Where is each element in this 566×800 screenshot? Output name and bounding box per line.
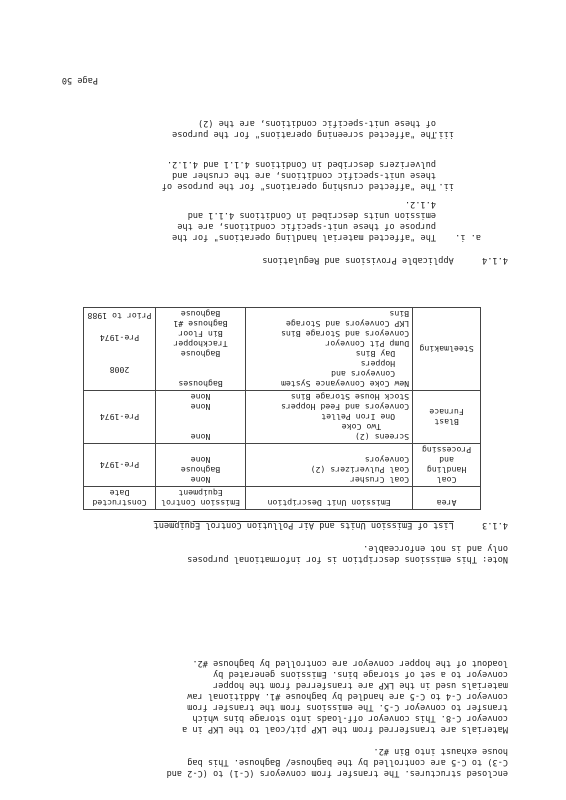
description-cell: Screens (2) Two Coke One Iron Pellet Conveyors and Feed Hoppers Stock House Storage Bins bbox=[246, 391, 413, 444]
control-cell: None Baghouse None bbox=[156, 444, 246, 487]
note-paragraph bbox=[38, 542, 508, 564]
text-line: loadout of the hopper conveyor are controlled by baghouse #2. bbox=[192, 658, 508, 668]
control-cell: Baghouses Baghouse Trackhopper Bin Floor Baghouse #1 Baghouse bbox=[156, 308, 246, 391]
table-header-row bbox=[84, 487, 481, 510]
area-cell: Blast Furnace bbox=[413, 391, 481, 444]
header-area: Area bbox=[413, 487, 481, 510]
control-cell: None None None bbox=[156, 391, 246, 444]
intro-paragraph bbox=[38, 657, 508, 778]
item-label: iii. bbox=[433, 129, 454, 139]
section-heading bbox=[154, 519, 508, 530]
section-title: List of Emission Units and Air Pollution Control Equipment bbox=[153, 520, 454, 530]
section-number: 4.1.3 bbox=[482, 520, 508, 530]
item-text: The "affected screening operations" for the purpose of these unit-specific conditions, are the (2) bbox=[172, 118, 436, 139]
header-control: Emission Control Equipment bbox=[156, 487, 246, 510]
text-line: enclosed structures. The transfer from conveyors (C-1) to (C-2 and bbox=[166, 768, 508, 778]
section-number: 4.1.4 bbox=[482, 255, 508, 265]
header-description: Emission Unit Description bbox=[246, 487, 413, 510]
area-cell: Steelmaking bbox=[413, 308, 481, 391]
item-text: The "affected crushing operations" for the purpose of these unit-specific conditions, are the crusher and pulverizers described in Conditions 4.1.1 and 4.1.2. bbox=[161, 159, 436, 191]
text-line: Materials are transferred from the LKP pit/coal to the LKP in a bbox=[182, 724, 508, 734]
text-line: only and is not enforceable. bbox=[363, 543, 508, 553]
text-line: conveyor to a set of storage bins. Emissions generated by bbox=[213, 669, 508, 679]
text-line: house exhaust into Bin #2. bbox=[373, 746, 508, 756]
emission-units-table bbox=[83, 307, 481, 510]
text-line bbox=[38, 734, 508, 745]
section-title: Applicable Provisions and Regulations bbox=[262, 255, 454, 265]
area-cell: Coal Handling and Processing bbox=[413, 444, 481, 487]
date-cell: Pre-1974 bbox=[84, 391, 156, 444]
item-label: ii. bbox=[438, 181, 454, 191]
date-cell: Pre-1974 bbox=[84, 444, 156, 487]
text-line: conveyor C-8. This conveyor off-loads into storage bins which bbox=[192, 713, 508, 723]
description-cell: Coal Crusher Coal Pulverizers (2) Conveyors bbox=[246, 444, 413, 487]
date-cell: 2008 Pre-1974 Prior to 1988 bbox=[84, 308, 156, 391]
item-text: The "affected material handling operations" for the purpose of these unit-specific conditions, are the emission units described in Conditions 4.1.1 and 4.1.2. bbox=[172, 199, 436, 242]
text-line: materials used in the LKP are transferred from the hopper bbox=[213, 680, 508, 690]
text-line: conveyor C-4 to C-5 are handled by baghouse #1. Additional raw bbox=[187, 691, 508, 701]
text-line: Note: This emissions description is for informational purposes bbox=[187, 554, 508, 564]
text-line: C-3) to C-5 are controlled by the baghouse/ Baghouse. This bag bbox=[187, 757, 508, 767]
description-cell: New Coke Conveyance System Conveyors and Hoppers Day Bins Dump Pit Conveyor Conveyors and Storage Bins LKP Conveyors and Storage Bins bbox=[246, 308, 413, 391]
page-number: Page 50 bbox=[61, 75, 98, 85]
table-row bbox=[84, 308, 481, 391]
text-line: transfer to conveyor C-5. The emissions from the transfer from bbox=[187, 702, 508, 712]
table-row bbox=[84, 391, 481, 444]
section-heading bbox=[262, 254, 508, 265]
header-date: Constructed Date bbox=[84, 487, 156, 510]
item-label: a. i. bbox=[455, 232, 481, 242]
table-row bbox=[84, 444, 481, 487]
